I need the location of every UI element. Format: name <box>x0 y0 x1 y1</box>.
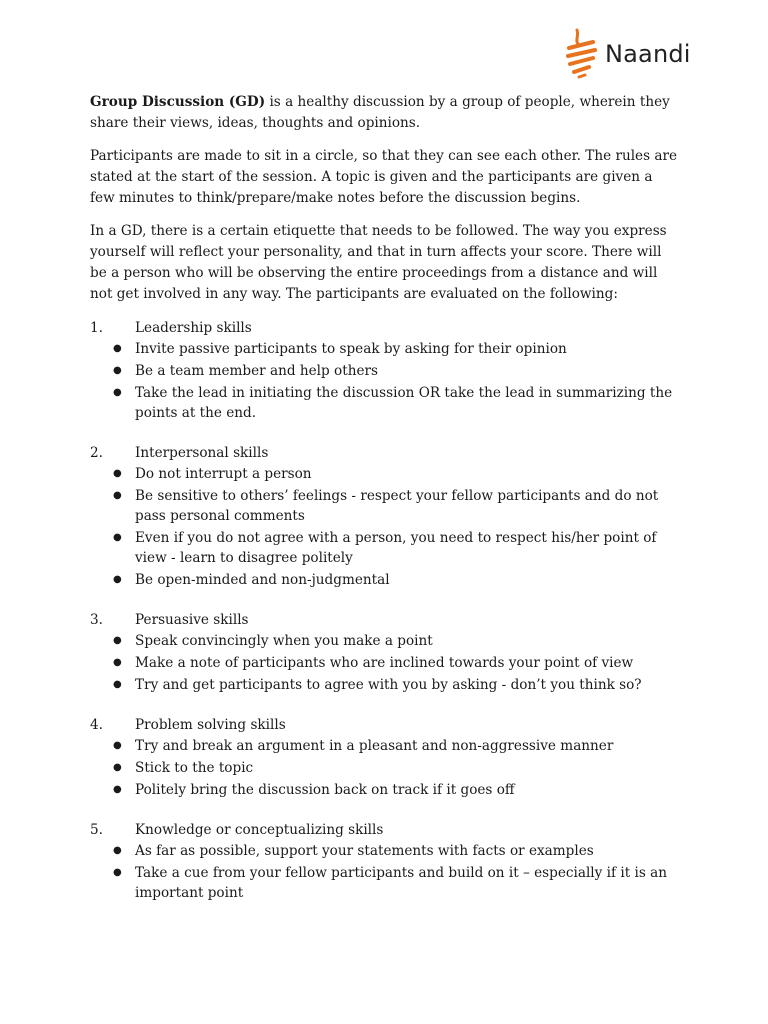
intro-text: is a healthy discussion by a group of people, wherein they share their views, ideas, thoughts and opinions. <box>90 94 670 131</box>
list-item <box>90 675 680 695</box>
list-item <box>90 339 680 359</box>
bullet-icon: ● <box>113 574 122 585</box>
bullet-icon: ● <box>113 365 122 376</box>
bullet-icon: ● <box>113 679 122 690</box>
bullet-text: Invite passive participants to speak by asking for their opinion <box>135 341 567 357</box>
bullet-text: Make a note of participants who are inclined towards your point of view <box>135 655 634 671</box>
skill-title: Knowledge or conceptualizing skills <box>135 821 384 838</box>
bullet-list <box>90 736 680 800</box>
bullet-text: Be a team member and help others <box>135 363 378 379</box>
bullet-list <box>90 339 680 423</box>
skill-section <box>90 317 680 423</box>
list-item <box>90 528 680 568</box>
bullet-text: As far as possible, support your statements with facts or examples <box>135 843 594 859</box>
skill-title: Problem solving skills <box>135 716 286 733</box>
bullet-icon: ● <box>113 762 122 773</box>
bullet-text: Stick to the topic <box>135 760 254 776</box>
bullet-text: Speak convincingly when you make a point <box>135 633 433 649</box>
bullet-text: Try and break an argument in a pleasant and non-aggressive manner <box>135 738 614 754</box>
list-item <box>90 863 680 903</box>
skill-number: 1. <box>90 319 103 336</box>
list-item <box>90 758 680 778</box>
bullet-text: Politely bring the discussion back on track if it goes off <box>135 782 515 798</box>
paragraph-2: Participants are made to sit in a circle, so that they can see each other. The rules are stated at the start of the session. A topic is given and the participants are given a few minutes to think/prepare/make notes before the discussion begins. <box>90 148 678 206</box>
bullet-icon: ● <box>113 490 122 501</box>
paragraph-3: In a GD, there is a certain etiquette that needs to be followed. The way you express yourself will reflect your personality, and that in turn affects your score. There will be a person who will be observing the entire proceedings from a distance and will not get involved in any way. The participants are evaluated on the following: <box>90 223 667 302</box>
list-item <box>90 361 680 381</box>
skill-title: Persuasive skills <box>135 611 249 628</box>
skill-number: 2. <box>90 444 103 461</box>
flame-icon <box>565 24 605 84</box>
skill-number: 3. <box>90 611 103 628</box>
naandi-logo <box>565 24 691 84</box>
list-item <box>90 631 680 651</box>
list-item <box>90 464 680 484</box>
skills-list <box>90 317 680 903</box>
bullet-list <box>90 464 680 590</box>
bullet-icon: ● <box>113 343 122 354</box>
bullet-icon: ● <box>113 387 122 398</box>
skill-section <box>90 609 680 695</box>
bullet-icon: ● <box>113 635 122 646</box>
list-item <box>90 841 680 861</box>
bullet-text: Be open-minded and non-judgmental <box>135 572 390 588</box>
skill-heading <box>90 819 680 841</box>
document-body <box>90 92 680 922</box>
skill-heading <box>90 609 680 631</box>
list-item <box>90 736 680 756</box>
list-item <box>90 653 680 673</box>
intro-term: Group Discussion (GD) <box>90 94 266 110</box>
bullet-text: Do not interrupt a person <box>135 466 312 482</box>
bullet-list <box>90 841 680 903</box>
skill-heading <box>90 714 680 736</box>
bullet-text: Try and get participants to agree with you by asking - don’t you think so? <box>135 677 642 693</box>
bullet-text: Take the lead in initiating the discussion OR take the lead in summarizing the points at the end. <box>135 385 673 421</box>
bullet-list <box>90 631 680 695</box>
logo-text: Naandi <box>605 40 691 68</box>
bullet-icon: ● <box>113 532 122 543</box>
bullet-icon: ● <box>113 468 122 479</box>
bullet-text: Take a cue from your fellow participants and build on it – especially if it is an important point <box>135 865 667 901</box>
bullet-icon: ● <box>113 845 122 856</box>
list-item <box>90 383 680 423</box>
bullet-text: Even if you do not agree with a person, you need to respect his/her point of view - learn to disagree politely <box>135 530 657 566</box>
bullet-icon: ● <box>113 657 122 668</box>
list-item <box>90 570 680 590</box>
bullet-text: Be sensitive to others’ feelings - respect your fellow participants and do not pass personal comments <box>135 488 659 524</box>
skill-heading <box>90 442 680 464</box>
skill-number: 5. <box>90 821 103 838</box>
skill-section <box>90 714 680 800</box>
skill-title: Interpersonal skills <box>135 444 269 461</box>
list-item <box>90 780 680 800</box>
skill-number: 4. <box>90 716 103 733</box>
skill-heading <box>90 317 680 339</box>
skill-section <box>90 442 680 590</box>
bullet-icon: ● <box>113 740 122 751</box>
list-item <box>90 486 680 526</box>
intro-paragraph <box>90 92 680 134</box>
skill-title: Leadership skills <box>135 319 252 336</box>
bullet-icon: ● <box>113 784 122 795</box>
skill-section <box>90 819 680 903</box>
bullet-icon: ● <box>113 867 122 878</box>
